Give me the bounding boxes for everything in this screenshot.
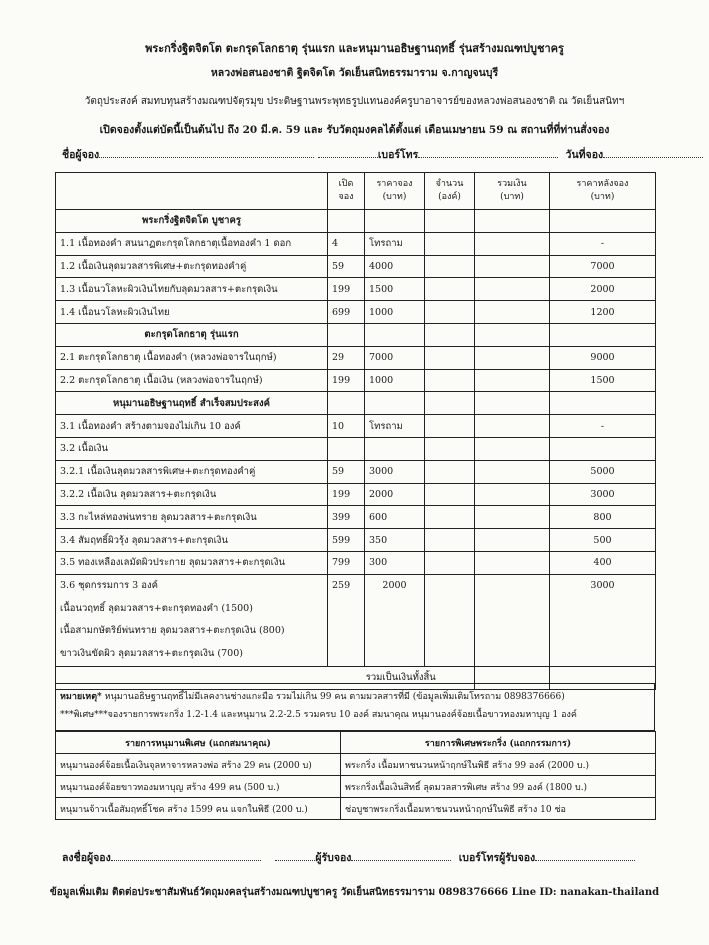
item-name: 1.1 เนื้อทองคำ สนนาฏตะกรุดโลกธาตุเนื้อทองคำ 1 ดอก — [56, 232, 328, 255]
special-kring-header: รายการพิเศษพระกริ่ง (แถกกรรมการ) — [341, 732, 656, 754]
table-row — [56, 369, 656, 392]
total-cell[interactable] — [475, 255, 550, 278]
open-count: 199 — [328, 278, 365, 301]
table-row — [56, 437, 656, 460]
total-cell[interactable] — [475, 551, 550, 574]
total-cell[interactable] — [475, 278, 550, 301]
item-name: 3.5 ทองเหลืองเลมัดผิวประกาย ลุดมวลสาร+ตะกรุดเงิน — [56, 551, 328, 574]
price — [365, 323, 425, 346]
name-field[interactable] — [99, 147, 314, 158]
table-row — [56, 551, 656, 574]
item-name: 2.1 ตะกรุดโลกธาตุ เนื้อทองคำ (หลวงพ่อจารในฤกษ์) — [56, 346, 328, 369]
price: 350 — [365, 529, 425, 552]
after-price: 5000 — [550, 460, 656, 483]
qty-cell[interactable] — [425, 210, 475, 233]
special-row — [56, 776, 656, 798]
special-right-2: ช่อบูชาพระกริ่งเนื้อมหาชนวนหน้าฤกษ์ในพิธี สร้าง 10 ช่อ — [341, 798, 656, 820]
qty-cell[interactable] — [425, 392, 475, 415]
total-cell[interactable] — [475, 529, 550, 552]
open-count — [328, 323, 365, 346]
price: 2000 — [365, 483, 425, 506]
header-total: รวมเงิน (บาท) — [475, 173, 550, 210]
open-count — [328, 437, 365, 460]
form-subtitle: หลวงพ่อสนองชาติ ฐิตจิตโต วัดเย็นสนิทธรรมาราม จ.กาญจนบุรี — [210, 67, 499, 79]
open-count: 799 — [328, 551, 365, 574]
table-row — [56, 255, 656, 278]
price: 300 — [365, 551, 425, 574]
combo-qty[interactable] — [425, 574, 475, 666]
table-row — [56, 301, 656, 324]
table-header — [56, 173, 656, 210]
form-purpose: วัตถุประสงค์ สมทบทุนสร้างมณฑปจัตุรมุข ประดิษฐานพระพุทธรูปแทนองค์ครูบาอาจารย์ของหลวงพ่อสนองชาติ ณ วัดเย็นสนิทฯ — [84, 96, 625, 107]
qty-cell[interactable] — [425, 346, 475, 369]
after-price — [550, 437, 656, 460]
qty-cell[interactable] — [425, 460, 475, 483]
qty-cell[interactable] — [425, 483, 475, 506]
special-row — [56, 754, 656, 776]
item-name: 2.2 ตะกรุดโลกธาตุ เนื้อเงิน (หลวงพ่อจารในฤกษ์) — [56, 369, 328, 392]
price — [365, 392, 425, 415]
header-after-price: ราคาหลังจอง (บาท) — [550, 173, 656, 210]
special-left-2: หนุมานจ้าวเนื้อสัมฤทธิ์โชค สร้าง 1599 คน แจกในพิธี (200 บ.) — [56, 798, 341, 820]
open-count — [328, 392, 365, 415]
total-cell[interactable] — [475, 415, 550, 438]
qty-cell[interactable] — [425, 278, 475, 301]
total-cell[interactable] — [475, 210, 550, 233]
qty-cell[interactable] — [425, 437, 475, 460]
item-name: 3.2.1 เนื้อเงินลุดมวลสารพิเศษ+ตะกรุดทองคำคู่ — [56, 460, 328, 483]
combo-open: 259 — [328, 574, 365, 666]
special-items-table — [55, 731, 656, 820]
receiver-name-field[interactable] — [351, 850, 451, 861]
notes-line-1: หนุมานอธิษฐานฤทธิ์ไม่มีเลคงานช่างแกะมือ รวมไม่เกิน 99 คน ตามมวลสารที่มี (ข้อมูลเพิ่มเติมโทรถาม 0898376666) — [104, 692, 565, 702]
qty-cell[interactable] — [425, 255, 475, 278]
table-row — [56, 232, 656, 255]
after-price — [550, 323, 656, 346]
sign-field[interactable] — [111, 850, 261, 861]
combo-title: 3.6 ชุดกรรมการ 3 องค์ — [60, 579, 158, 591]
receiver-phone-label: เบอร์โทรผู้รับจอง — [458, 852, 536, 864]
qty-cell[interactable] — [425, 369, 475, 392]
qty-cell[interactable] — [425, 232, 475, 255]
total-label: รวมเป็นเงินทั้งสิ้น — [328, 666, 475, 689]
after-price: 1500 — [550, 369, 656, 392]
table-section-row — [56, 210, 656, 233]
date-field[interactable] — [603, 147, 703, 158]
open-count: 199 — [328, 369, 365, 392]
after-price: 500 — [550, 529, 656, 552]
open-count — [328, 210, 365, 233]
price: 4000 — [365, 255, 425, 278]
order-info-line — [62, 146, 662, 163]
open-count: 59 — [328, 460, 365, 483]
price: 3000 — [365, 460, 425, 483]
total-cell[interactable] — [475, 346, 550, 369]
after-price — [550, 392, 656, 415]
after-price: 7000 — [550, 255, 656, 278]
combo-total[interactable] — [475, 574, 550, 666]
open-count: 4 — [328, 232, 365, 255]
item-name: 1.2 เนื้อเงินลุดมวลสารพิเศษ+ตะกรุดทองคำคู่ — [56, 255, 328, 278]
total-cell[interactable] — [475, 323, 550, 346]
open-count: 29 — [328, 346, 365, 369]
total-cell[interactable] — [475, 301, 550, 324]
section-title: หนุมานอธิษฐานฤทธิ์ สำเร็จสมประสงค์ — [56, 392, 328, 415]
phone-field[interactable] — [418, 147, 558, 158]
total-cell[interactable] — [475, 437, 550, 460]
item-name: 3.2 เนื้อเงิน — [56, 437, 328, 460]
after-price: 9000 — [550, 346, 656, 369]
table-row — [56, 346, 656, 369]
table-row — [56, 415, 656, 438]
table-row-combo — [56, 574, 656, 666]
total-cell[interactable] — [475, 483, 550, 506]
qty-cell[interactable] — [425, 323, 475, 346]
open-count: 59 — [328, 255, 365, 278]
total-cell[interactable] — [475, 369, 550, 392]
open-count: 10 — [328, 415, 365, 438]
special-right-1: พระกริ่งเนื้อเงินสิทธิ์ ลุดมวลสารพิเศษ สร้าง 99 องค์ (1800 บ.) — [341, 776, 656, 798]
item-name: 3.2.2 เนื้อเงิน ลุดมวลสาร+ตะกรุดเงิน — [56, 483, 328, 506]
footer-contact: ข้อมูลเพิ่มเติม ติดต่อประชาสัมพันธ์วัตถุมงคลรุ่นสร้างมณฑปบูชาครู วัดเย็นสนิทธรรมาราม 0898376666 Line ID: nanakan-thailand — [49, 887, 660, 898]
special-right-0: พระกริ่ง เนื้อมหาชนวนหน้าฤกษ์ในพิธี สร้าง 99 องค์ (2000 บ.) — [341, 754, 656, 776]
form-title: พระกริ่งฐิตจิตโต ตะกรุดโลกธาตุ รุ่นแรก และหนุมานอธิษฐานฤทธิ์ รุ่นสร้างมณฑปบูชาครู — [145, 42, 564, 55]
after-price: 2000 — [550, 278, 656, 301]
after-price: 800 — [550, 506, 656, 529]
open-count: 599 — [328, 529, 365, 552]
combo-price: 2000 — [365, 574, 425, 666]
qty-cell[interactable] — [425, 529, 475, 552]
name-label: ชื่อผู้จอง — [62, 149, 100, 161]
table-row — [56, 506, 656, 529]
item-name: 3.4 สัมฤทธิ์ผิวรุ้ง ลุดมวลสาร+ตะกรุดเงิน — [56, 529, 328, 552]
combo-line-3: ขาวเงินขัดผิว ลุดมวลสาร+ตะกรุดเงิน (700) — [60, 648, 243, 660]
table-row — [56, 278, 656, 301]
header-qty: จำนวน (องค์) — [425, 173, 475, 210]
table-row — [56, 483, 656, 506]
header-item — [56, 173, 328, 210]
special-left-1: หนุมานองค์จ้อยขาวทองมหาบุญ สร้าง 499 คน (500 บ.) — [56, 776, 341, 798]
price: โทรถาม — [365, 415, 425, 438]
table-row — [56, 529, 656, 552]
header-open: เปิด จอง — [328, 173, 365, 210]
order-table — [55, 172, 656, 690]
special-hanuman-header: รายการหนุมานพิเศษ (แถกสมนาคุณ) — [56, 732, 341, 754]
price: 600 — [365, 506, 425, 529]
item-name: 1.4 เนื้อนวโลหะผิวเงินไทย — [56, 301, 328, 324]
combo-line-2: เนื้อสามกษัตริย์พ่นทราย ลุดมวลสาร+ตะกรุดเงิน (800) — [60, 625, 285, 637]
open-count: 399 — [328, 506, 365, 529]
combo-line-1: เนื้อนวฤทธิ์ ลุดมวลสาร+ตะกรุดทองคำ (1500) — [60, 602, 253, 614]
header-price: ราคาจอง (บาท) — [365, 173, 425, 210]
receiver-phone-field[interactable] — [535, 850, 635, 861]
receiver-field[interactable] — [275, 850, 315, 861]
table-section-row — [56, 392, 656, 415]
qty-cell[interactable] — [425, 415, 475, 438]
phone-label: เบอร์โทร — [377, 149, 419, 161]
open-count: 699 — [328, 301, 365, 324]
price: 7000 — [365, 346, 425, 369]
name-field-extra[interactable] — [318, 147, 378, 158]
date-label: วันที่จอง — [565, 149, 604, 161]
price: 1000 — [365, 369, 425, 392]
section-title: พระกริ่งฐิตจิตโต บูชาครู — [56, 210, 328, 233]
combo-item — [56, 574, 328, 666]
price — [365, 437, 425, 460]
item-name: 1.3 เนื้อนวโลหะผิวเงินไทยกับลุดมวลสาร+ตะกรุดเงิน — [56, 278, 328, 301]
price: โทรถาม — [365, 232, 425, 255]
total-cell[interactable] — [475, 506, 550, 529]
qty-cell[interactable] — [425, 551, 475, 574]
price: 1000 — [365, 301, 425, 324]
qty-cell[interactable] — [425, 506, 475, 529]
item-name: 3.1 เนื้อทองคำ สร้างตามจองไม่เกิน 10 องค์ — [56, 415, 328, 438]
sign-label: ลงชื่อผู้จอง — [62, 852, 111, 864]
total-cell[interactable] — [475, 392, 550, 415]
qty-cell[interactable] — [425, 301, 475, 324]
after-price: - — [550, 415, 656, 438]
price — [365, 210, 425, 233]
special-row — [56, 798, 656, 820]
special-left-0: หนุมานองค์จ้อยเนื้อเงินจุลหาจารหลวงพ่อ สร้าง 29 คน (2000 บ) — [56, 754, 341, 776]
total-cell[interactable] — [475, 232, 550, 255]
signature-line — [62, 849, 662, 866]
notes-line-2: ***พิเศษ***จองรายการพระกริ่ง 1.2-1.4 และหนุมาน 2.2-2.5 รวมครบ 10 องค์ สมนาคุณ หนุมานองค์จ้อยเนื้อขาวทองมหาบุญ 1 องค์ — [60, 710, 577, 720]
after-price: 1200 — [550, 301, 656, 324]
item-name: 3.3 กะไหล่ทองพ่นทราย ลุดมวลสาร+ตะกรุดเงิน — [56, 506, 328, 529]
table-section-row — [56, 323, 656, 346]
price: 1500 — [365, 278, 425, 301]
after-price: - — [550, 232, 656, 255]
after-price: 400 — [550, 551, 656, 574]
receiver-label: ผู้รับจอง — [315, 852, 352, 864]
section-title: ตะกรุดโลกธาตุ รุ่นแรก — [56, 323, 328, 346]
open-count: 199 — [328, 483, 365, 506]
notes-label: หมายเหตุ* — [60, 692, 102, 702]
table-row — [56, 460, 656, 483]
after-price — [550, 210, 656, 233]
booking-period: เปิดจองตั้งแต่บัดนี้เป็นต้นไป ถึง 20 มี.ค. 59 และ รับวัตถุมงคลได้ตั้งแต่ เดือนเมษายน 59 ณ สถานที่ที่ท่านสั่งจอง — [99, 124, 610, 136]
after-price: 3000 — [550, 483, 656, 506]
notes-box — [55, 683, 655, 731]
combo-after-price: 3000 — [550, 574, 656, 666]
total-cell[interactable] — [475, 460, 550, 483]
